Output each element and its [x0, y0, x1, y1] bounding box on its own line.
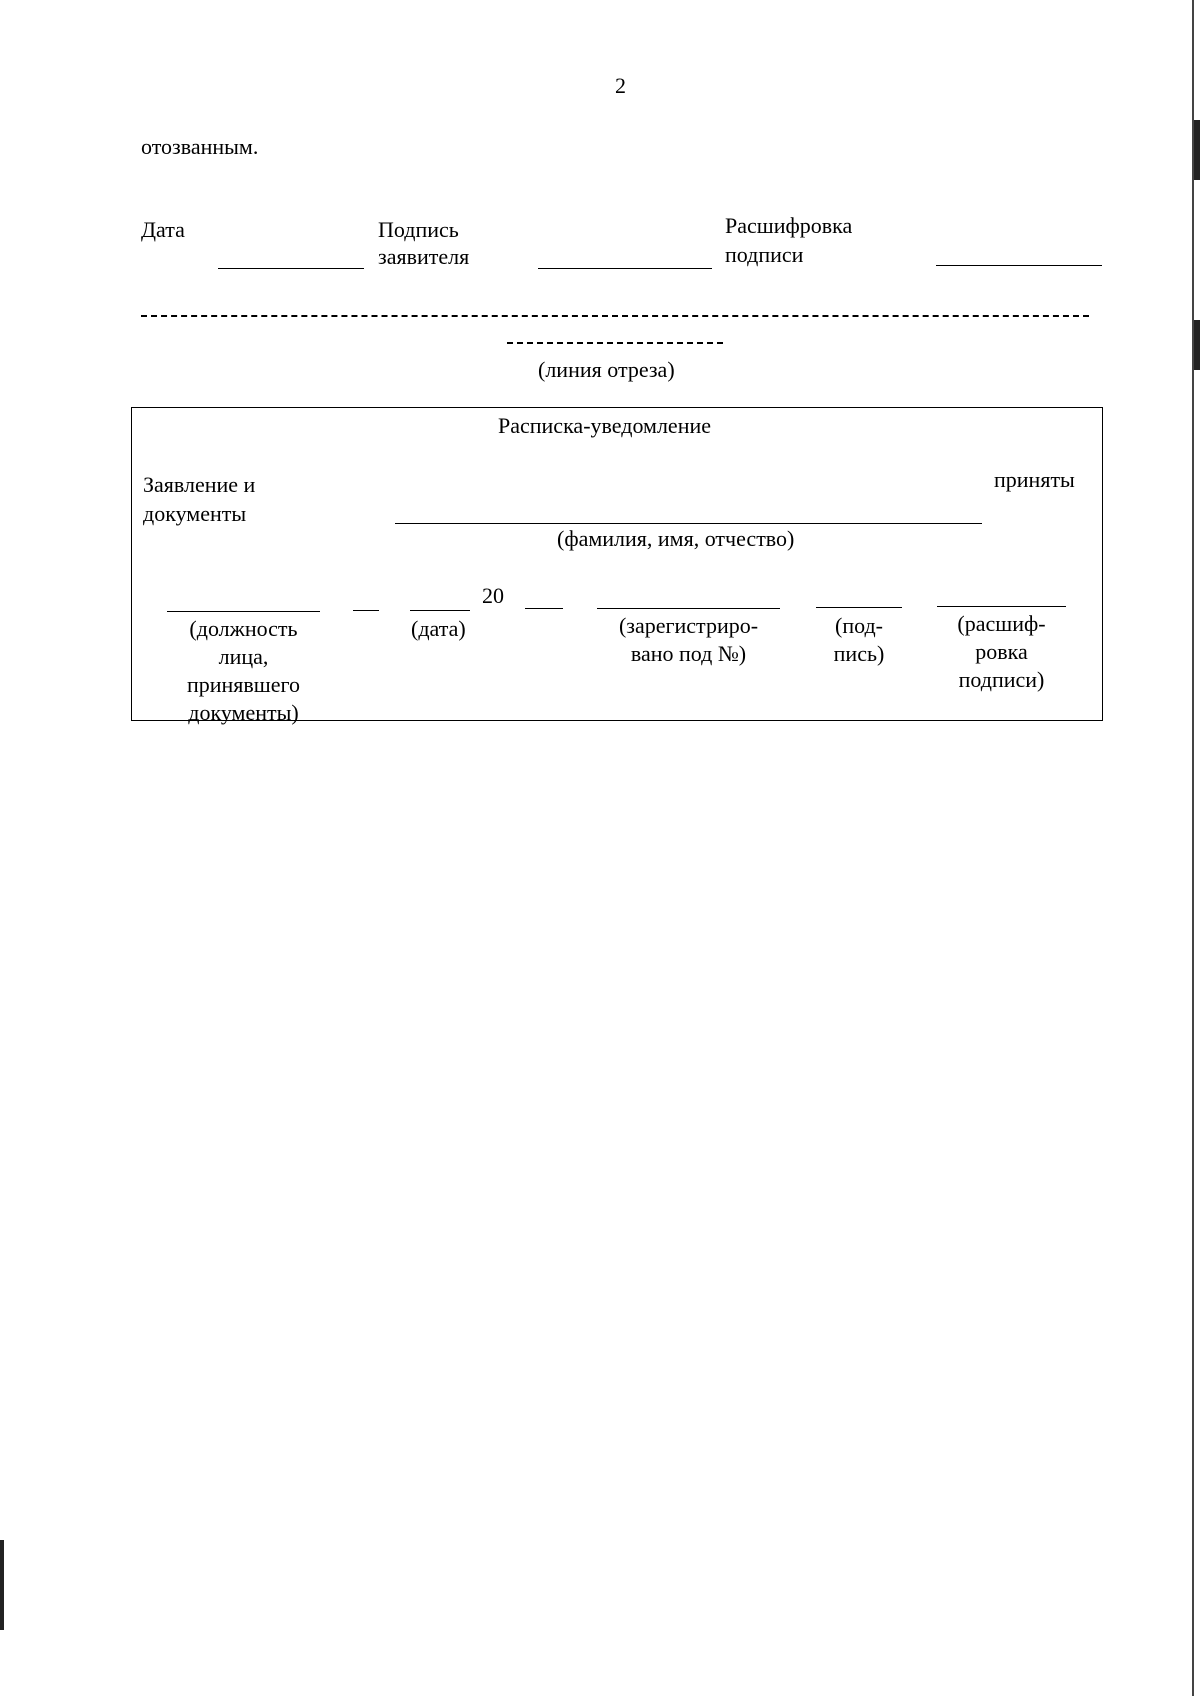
scan-edge-mark	[1194, 120, 1200, 180]
year-field[interactable]	[525, 608, 563, 609]
cut-line	[507, 342, 723, 344]
scan-edge-mark	[0, 1540, 4, 1630]
signature-field[interactable]	[538, 268, 712, 269]
statement-label: Заявление и	[143, 472, 256, 497]
caption-line: (расшиф-	[957, 611, 1046, 636]
signature-label: Подпись	[378, 217, 459, 242]
position-caption	[167, 615, 320, 727]
day-field[interactable]	[353, 610, 379, 611]
scan-edge-right	[1192, 0, 1194, 1696]
decode-caption	[937, 610, 1066, 694]
caption-line: (под-	[835, 613, 883, 638]
intro-text: отозванным.	[141, 134, 259, 159]
scan-edge-mark	[1194, 320, 1200, 370]
caption-line: вано под №)	[630, 641, 747, 666]
fio-field[interactable]	[395, 523, 982, 524]
decode-field[interactable]	[936, 265, 1102, 266]
caption-line: лица,	[218, 644, 269, 669]
statement-label: документы	[143, 501, 247, 526]
position-field[interactable]	[167, 611, 320, 612]
date-field[interactable]	[218, 268, 364, 269]
signature-caption	[816, 612, 902, 668]
caption-line: подписи)	[958, 667, 1045, 692]
caption-line: (должность	[189, 616, 298, 641]
date-caption: (дата)	[411, 616, 466, 641]
cut-line-label: (линия отреза)	[538, 357, 675, 382]
caption-line: принявшего	[186, 672, 300, 697]
caption-line: документы)	[188, 700, 299, 725]
receipt-title: Расписка-уведомление	[498, 413, 712, 438]
cut-line	[141, 315, 1089, 317]
year-prefix: 20	[482, 583, 504, 608]
caption-line: пись)	[833, 641, 885, 666]
decode-label: Расшифровка	[725, 213, 853, 238]
registration-number-field[interactable]	[597, 608, 780, 609]
page-number: 2	[615, 73, 626, 98]
signature-label: заявителя	[378, 244, 470, 269]
accepted-label: приняты	[994, 467, 1075, 492]
receipt-decode-field[interactable]	[937, 606, 1066, 607]
receipt-signature-field[interactable]	[816, 607, 902, 608]
date-field[interactable]	[410, 610, 470, 611]
decode-label: подписи	[725, 242, 804, 267]
date-label: Дата	[141, 217, 185, 242]
fio-caption: (фамилия, имя, отчество)	[557, 526, 795, 551]
registered-caption	[597, 612, 780, 668]
caption-line: (зарегистриро-	[618, 613, 759, 638]
caption-line: ровка	[975, 639, 1028, 664]
